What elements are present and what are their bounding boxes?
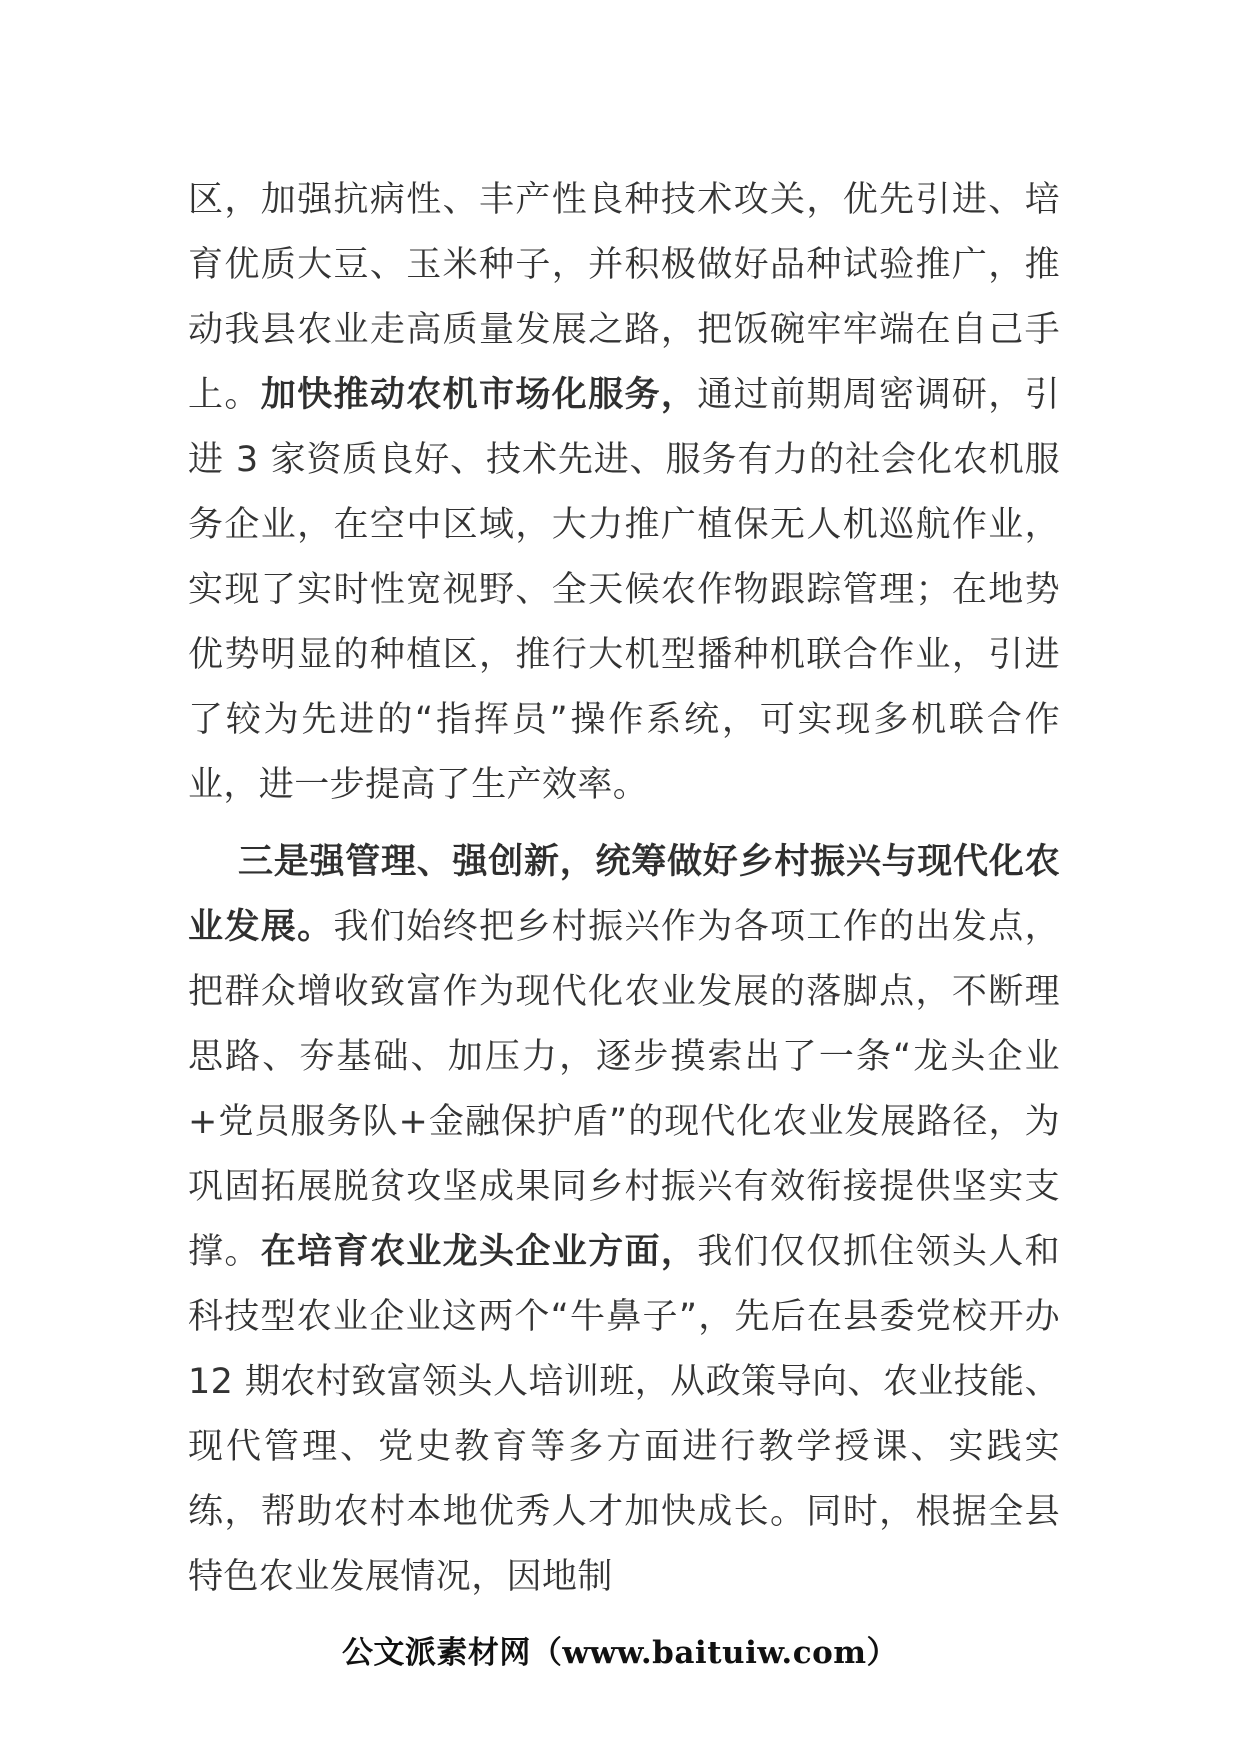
bold-heading-text: 在培育农业龙头企业方面，	[260, 1232, 698, 1272]
body-text: 我们始终把乡村振兴作为各项工作的出发点，把群众增收致富作为现代化农业发展的落脚点，不断理思路、夯基础、加压力，逐步摸索出了一条“龙头企业+党员服务队+金融保护盾”的现代化农业发展路径，为巩固拓展脱贫攻坚成果同乡村振兴有效衔接提供坚实支撑。	[188, 907, 1060, 1272]
paragraph	[188, 830, 1060, 1610]
footer-watermark: 公文派素材网（www.baituiw.com）	[341, 1635, 899, 1671]
paragraph	[188, 168, 1060, 818]
bold-heading-text: 三是强管理、强创新，统筹做好乡村振兴与现代化农业发展。	[188, 842, 1060, 947]
body-text: 区，加强抗病性、丰产性良种技术攻关，优先引进、培育优质大豆、玉米种子，并积极做好品种试验推广，推动我县农业走高质量发展之路，把饭碗牢牢端在自己手上。	[188, 180, 1060, 415]
document-body	[188, 168, 1060, 1610]
body-text: 我们仅仅抓住领头人和科技型农业企业这两个“牛鼻子”，先后在县委党校开办 12 期农村致富领头人培训班，从政策导向、农业技能、现代管理、党史教育等多方面进行教学授课、实践实练，帮助农村本地优秀人才加快成长。同时，根据全县特色农业发展情况，因地制	[188, 1232, 1060, 1597]
body-text: 通过前期周密调研，引进 3 家资质良好、技术先进、服务有力的社会化农机服务企业，在空中区域，大力推广植保无人机巡航作业，实现了实时性宽视野、全天候农作物跟踪管理；在地势优势明显的种植区，推行大机型播种机联合作业，引进了较为先进的“指挥员”操作系统，可实现多机联合作业，进一步提高了生产效率。	[188, 375, 1060, 805]
bold-heading-text: 加快推动农机市场化服务，	[260, 375, 698, 415]
